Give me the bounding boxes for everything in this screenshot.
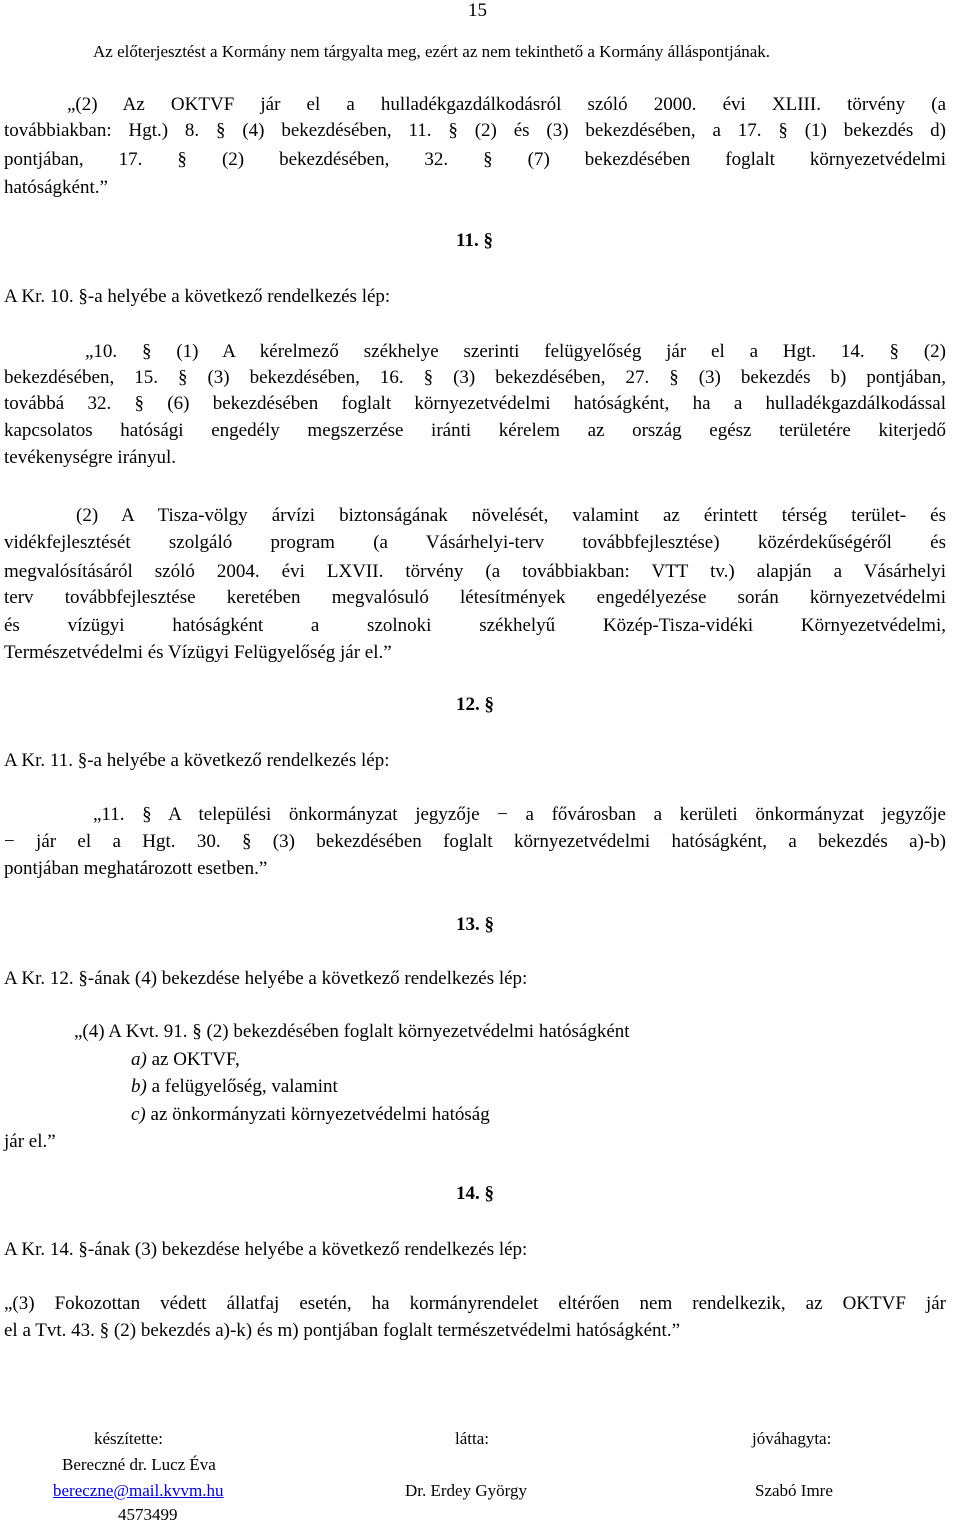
paragraph-line: hatóságként.”	[4, 177, 108, 198]
footer-email-link[interactable]: bereczne@mail.kvvm.hu	[53, 1481, 224, 1500]
paragraph-line: „(2) Az OKTVF jár el a hulladékgazdálkodásról szóló 2000. évi XLIII. törvény (a	[67, 94, 946, 115]
paragraph-line: vidékfejlesztését szolgáló program (a Vásárhelyi-terv továbbfejlesztése) közérdekűségéről és	[4, 532, 946, 553]
section-intro: A Kr. 12. §-ának (4) bekezdése helyébe a következő rendelkezés lép:	[4, 968, 528, 989]
list-marker: c)	[131, 1104, 146, 1125]
paragraph-line: megvalósításáról szóló 2004. évi LXVII. törvény (a továbbiakban: VTT tv.) alapján a Vásárhelyi	[4, 561, 946, 582]
section-intro: A Kr. 14. §-ának (3) bekezdése helyébe a következő rendelkezés lép:	[4, 1239, 528, 1260]
list-text: az önkormányzati környezetvédelmi hatóság	[145, 1104, 490, 1125]
footer-seen-label: látta:	[455, 1429, 489, 1448]
footer-prepared-email-wrap	[53, 1481, 223, 1501]
list-item	[131, 1076, 338, 1098]
paragraph-line: és vízügyi hatóságként a szolnoki székhelyű Közép-Tisza-vidéki Környezetvédelmi,	[4, 615, 946, 636]
quote-closing: jár el.”	[4, 1131, 56, 1152]
footer-approved-label: jóváhagyta:	[752, 1429, 832, 1448]
section-heading: 12. §	[456, 694, 494, 715]
paragraph-line: terv továbbfejlesztése keretében megvalósuló létesítmények engedélyezése során környezetvédelmi	[4, 587, 946, 608]
footer-prepared-phone: 4573499	[118, 1505, 178, 1524]
header-notice: Az előterjesztést a Kormány nem tárgyalta meg, ezért az nem tekinthető a Kormány álláspontjának.	[93, 42, 771, 61]
list-text: a felügyelőség, valamint	[146, 1076, 338, 1097]
paragraph-line: „11. § A települési önkormányzat jegyzője − a fővárosban a kerületi önkormányzat jegyzője	[93, 804, 946, 825]
paragraph-line: bekezdésében, 15. § (3) bekezdésében, 16. § (3) bekezdésében, 27. § (3) bekezdés b) pontjában,	[4, 367, 946, 388]
footer-seen-name: Dr. Erdey György	[405, 1481, 527, 1500]
paragraph-line: pontjában meghatározott esetben.”	[4, 858, 268, 879]
list-text: az OKTVF,	[146, 1049, 240, 1070]
paragraph-line: továbbá 32. § (6) bekezdésében foglalt környezetvédelmi hatóságként, ha a hulladékgazdálkodással	[4, 393, 946, 414]
paragraph-line: „(3) Fokozottan védett állatfaj esetén, ha kormányrendelet eltérően nem rendelkezik, az OKTVF jár	[4, 1293, 946, 1314]
paragraph-line: „10. § (1) A kérelmező székhelye szerinti felügyelőség jár el a Hgt. 14. § (2)	[85, 341, 946, 362]
footer-prepared-name: Bereczné dr. Lucz Éva	[62, 1455, 216, 1474]
paragraph-line: (2) A Tisza-völgy árvízi biztonságának növelését, valamint az érintett térség terület- és	[76, 505, 946, 526]
list-item	[131, 1049, 240, 1071]
paragraph-line: pontjában, 17. § (2) bekezdésében, 32. § (7) bekezdésében foglalt környezetvédelmi	[4, 149, 946, 170]
paragraph-line: kapcsolatos hatósági engedély megszerzése iránti kérelem az ország egész területére kiterjedő	[4, 420, 946, 441]
paragraph-line: el a Tvt. 43. § (2) bekezdés a)-k) és m) pontjában foglalt természetvédelmi hatóságként.”	[4, 1320, 681, 1341]
list-marker: a)	[131, 1049, 147, 1070]
paragraph-line: Természetvédelmi és Vízügyi Felügyelőség jár el.”	[4, 642, 392, 663]
paragraph-line: továbbiakban: Hgt.) 8. § (4) bekezdésében, 11. § (2) és (3) bekezdésében, a 17. § (1) bekezdés d)	[4, 120, 946, 141]
quote-lead: „(4) A Kvt. 91. § (2) bekezdésében foglalt környezetvédelmi hatóságként	[74, 1021, 630, 1042]
paragraph-line: tevékenységre irányul.	[4, 447, 176, 468]
section-heading: 13. §	[456, 914, 494, 935]
section-intro: A Kr. 10. §-a helyébe a következő rendelkezés lép:	[4, 286, 391, 307]
list-item	[131, 1104, 490, 1126]
list-marker: b)	[131, 1076, 147, 1097]
footer-prepared-label: készítette:	[94, 1429, 163, 1448]
section-intro: A Kr. 11. §-a helyébe a következő rendelkezés lép:	[4, 750, 390, 771]
section-heading: 14. §	[456, 1183, 494, 1204]
footer-approved-name: Szabó Imre	[755, 1481, 833, 1500]
section-heading: 11. §	[456, 230, 493, 251]
paragraph-line: − jár el a Hgt. 30. § (3) bekezdésében foglalt környezetvédelmi hatóságként, a bekezdés a)-b)	[4, 831, 946, 852]
page-number: 15	[468, 0, 487, 21]
